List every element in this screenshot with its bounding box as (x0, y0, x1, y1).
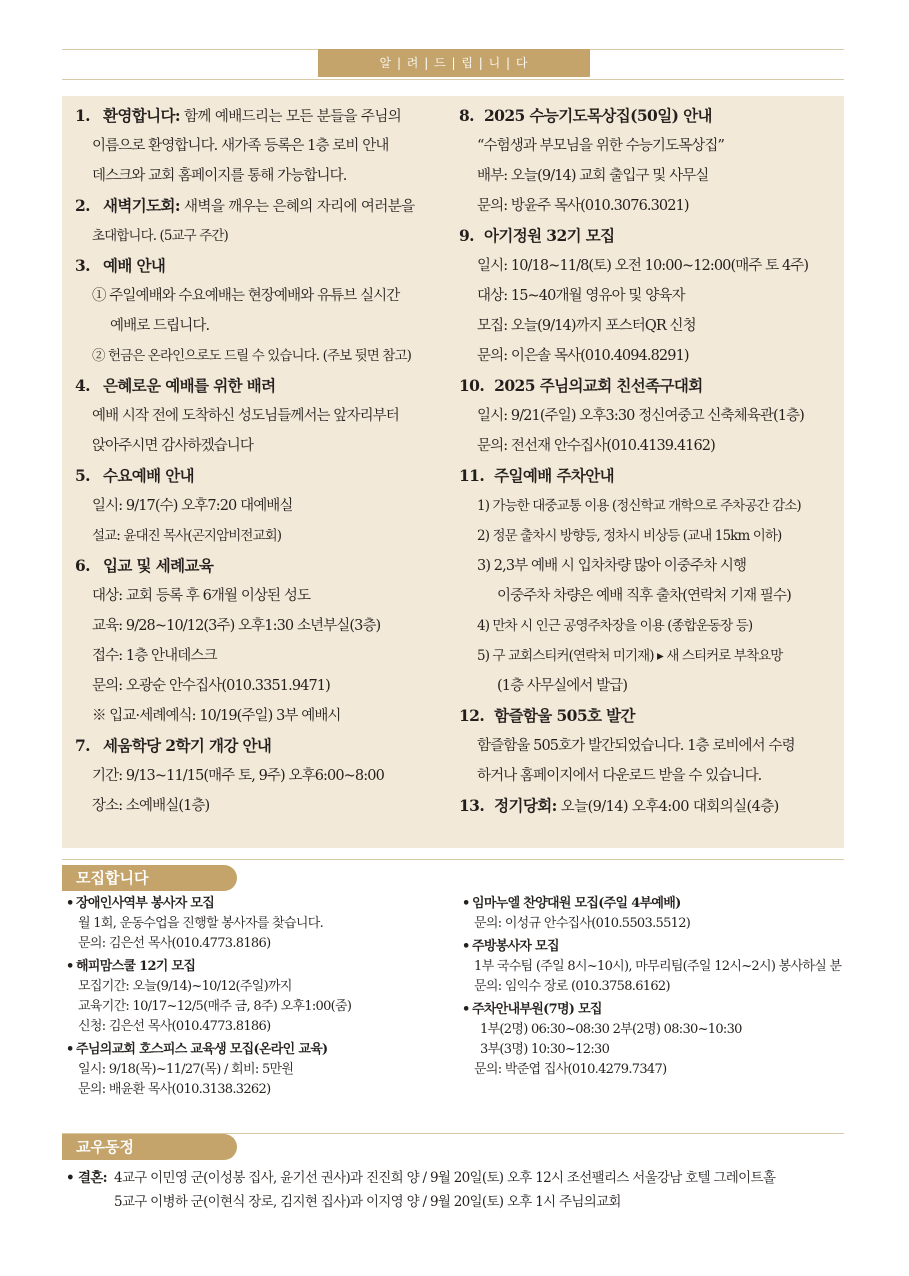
notice-item (455, 791, 844, 821)
notice-title (455, 101, 844, 131)
notice-item (62, 251, 457, 371)
bullet-icon: • (66, 959, 74, 974)
notice-line: “수험생과 부모님을 위한 수능기도목상집” (477, 138, 724, 154)
notice-item (62, 731, 457, 821)
recruit-heading-text: 주차안내부원(7명) 모집 (472, 1002, 602, 1017)
notice-heading: 수요예배 안내 (103, 466, 195, 485)
recruit-line: 월 1회, 운동수업을 진행할 봉사자를 찾습니다. (78, 916, 324, 931)
recruit-title (462, 1000, 742, 1020)
notice-line: 예배 시작 전에 도착하신 성도님들께서는 앞자리부터 (92, 408, 399, 424)
notice-line: ※ 입교·세례예식: 10/19(주일) 3부 예배시 (92, 708, 341, 724)
notice-heading-rest: 새벽을 깨우는 은혜의 자리에 여러분을 (180, 199, 415, 215)
recruit-line: 1부(2명) 06:30~08:30 2부(2명) 08:30~10:30 (480, 1022, 742, 1037)
recruit-title (66, 957, 351, 977)
recruit-title (462, 937, 841, 957)
notice-heading: 입교 및 세례교육 (103, 556, 214, 575)
notice-line: 교육: 9/28~10/12(3주) 오후1:30 소년부실(3층) (92, 618, 381, 634)
notice-item (62, 461, 457, 551)
notice-item (62, 371, 457, 461)
bullet-icon: • (462, 896, 470, 911)
notice-number: 10. (459, 376, 485, 395)
notice-item (455, 461, 844, 701)
header-rule (62, 79, 844, 80)
recruit-item (462, 894, 690, 934)
notice-number: 3. (75, 256, 90, 275)
recruit-title (66, 894, 323, 914)
notice-line: 배부: 오늘(9/14) 교회 출입구 및 사무실 (477, 168, 709, 184)
notice-title (62, 191, 457, 221)
notice-line: 문의: 전선재 안수집사(010.4139.4162) (477, 438, 715, 454)
notice-line: 3) 2,3부 예배 시 입차차량 많아 이중주차 시행 (477, 558, 747, 574)
notice-number: 5. (75, 466, 90, 485)
notice-title (62, 251, 457, 281)
notice-line: 초대합니다. (5교구 주간) (92, 228, 228, 244)
notice-number: 11. (459, 466, 485, 485)
notice-line: 기간: 9/13~11/15(매주 토, 9주) 오후6:00~8:00 (92, 768, 384, 784)
wedding-line: 4교구 이민영 군(이성봉 집사, 윤기선 권사)과 진진희 양 / 9월 20일(토) 오후 12시 조선팰리스 서울강남 호텔 그레이트홀 (114, 1170, 776, 1186)
notice-line: 일시: 10/18~11/8(토) 오전 10:00~12:00(매주 토 4주) (477, 258, 809, 274)
notice-heading: 은혜로운 예배를 위한 배려 (103, 376, 276, 395)
notice-item (62, 551, 457, 731)
notice-heading: 2025 수능기도목상집(50일) 안내 (483, 106, 712, 125)
notice-number: 4. (75, 376, 90, 395)
notice-title (62, 461, 457, 491)
recruit-line: 신청: 김은선 목사(010.4773.8186) (78, 1019, 271, 1034)
notice-number: 9. (459, 226, 474, 245)
notices-panel (62, 96, 844, 848)
recruit-line: 문의: 김은선 목사(010.4773.8186) (78, 936, 271, 951)
notice-title (62, 101, 457, 131)
notice-heading: 정기당회: (494, 796, 557, 815)
notice-item (62, 101, 457, 191)
notice-line: 함즐함울 505호가 발간되었습니다. 1층 로비에서 수령 (477, 738, 795, 754)
notice-number: 6. (75, 556, 90, 575)
wedding-row-2 (66, 1190, 775, 1214)
recruit-heading-text: 해피맘스쿨 12기 모집 (76, 959, 196, 974)
notice-heading-rest: 함께 예배드리는 모든 분들을 주님의 (180, 109, 402, 125)
recruit-heading: 모집합니다 (62, 865, 237, 891)
recruit-heading-text: 임마누엘 찬양대원 모집(주일 4부예배) (472, 896, 681, 911)
recruit-line: 3부(3명) 10:30~12:30 (480, 1042, 610, 1057)
notice-line: 일시: 9/21(주일) 오후3:30 정신여중고 신축체육관(1층) (477, 408, 804, 424)
notice-heading: 새벽기도회: (103, 196, 180, 215)
recruit-line: 교육기간: 10/17~12/5(매주 금, 8주) 오후1:00(줌) (78, 999, 352, 1014)
notice-line: 앉아주시면 감사하겠습니다 (92, 438, 253, 454)
recruit-rule (62, 859, 844, 860)
notice-line: 데스크와 교회 홈페이지를 통해 가능합니다. (92, 168, 347, 184)
notice-title (455, 371, 844, 401)
notice-line: 2) 정문 출차시 방향등, 정차시 비상등 (교내 15km 이하) (477, 528, 782, 544)
bullet-icon: • (462, 939, 470, 954)
notice-line: 문의: 오광순 안수집사(010.3351.9471) (92, 678, 330, 694)
notice-heading: 함즐함울 505호 발간 (494, 706, 635, 725)
bullet-icon: • (462, 1002, 470, 1017)
recruit-heading-text: 주님의교회 호스피스 교육생 모집(온라인 교육) (76, 1042, 328, 1057)
notice-line: 이중주차 차량은 예배 직후 출차(연락처 기재 필수) (497, 588, 791, 604)
notice-line: ① 주일예배와 수요예배는 현장예배와 유튜브 실시간 (92, 288, 400, 304)
notice-item (455, 221, 844, 371)
notice-line: 모집: 오늘(9/14)까지 포스터QR 신청 (477, 318, 696, 334)
notice-heading: 아기정원 32기 모집 (483, 226, 615, 245)
wedding-label: • 결혼: (66, 1170, 107, 1186)
recruit-line: 문의: 박준엽 집사(010.4279.7347) (474, 1062, 667, 1077)
notice-title (62, 731, 457, 761)
notice-title (455, 221, 844, 251)
notice-number: 7. (75, 736, 90, 755)
notice-line: 장소: 소예배실(1층) (92, 798, 210, 814)
recruit-item (462, 937, 841, 997)
recruit-line: 1부 국수팀 (주일 8시~10시), 마무리팀(주일 12시~2시) 봉사하실 분 (474, 959, 842, 974)
notice-number: 1. (75, 106, 90, 125)
notice-line: (1층 사무실에서 발급) (497, 678, 628, 694)
notice-heading-rest: 오늘(9/14) 오후4:00 대회의실(4층) (556, 799, 779, 815)
notice-line: 예배로 드립니다. (110, 318, 210, 334)
recruit-title (462, 894, 690, 914)
recruit-heading-text: 장애인사역부 봉사자 모집 (76, 896, 215, 911)
recruit-line: 문의: 이성규 안수집사(010.5503.5512) (474, 916, 691, 931)
notice-line: 문의: 방윤주 목사(010.3076.3021) (477, 198, 689, 214)
notice-item (455, 101, 844, 221)
recruit-line: 일시: 9/18(목)~11/27(목) / 회비: 5만원 (78, 1062, 294, 1077)
notice-line: 이름으로 환영합니다. 새가족 등록은 1층 로비 안내 (92, 138, 389, 154)
recruit-line: 문의: 배윤환 목사(010.3138.3262) (78, 1082, 271, 1097)
notice-heading: 세움학당 2학기 개강 안내 (103, 736, 272, 755)
notice-item (455, 701, 844, 791)
recruit-line: 모집기간: 오늘(9/14)~10/12(주일)까지 (78, 979, 292, 994)
notice-number: 8. (459, 106, 474, 125)
bullet-icon: • (66, 896, 74, 911)
notice-title (455, 461, 844, 491)
notice-line: 문의: 이은솔 목사(010.4094.8291) (477, 348, 689, 364)
notice-number: 2. (75, 196, 90, 215)
recruit-item (66, 1040, 328, 1100)
notice-heading: 주일예배 주차안내 (494, 466, 614, 485)
notice-line: 하거나 홈페이지에서 다운로드 받을 수 있습니다. (477, 768, 762, 784)
page-title: 알 | 려 | 드 | 립 | 니 | 다 (318, 49, 590, 77)
notice-line: ② 헌금은 온라인으로도 드릴 수 있습니다. (주보 뒷면 참고) (92, 348, 411, 364)
recruit-heading-text: 주방봉사자 모집 (472, 939, 559, 954)
wedding-row-1 (66, 1166, 775, 1190)
notice-number: 13. (459, 796, 485, 815)
recruit-line: 문의: 임익수 장로 (010.3758.6162) (474, 979, 670, 994)
notice-item (62, 191, 457, 251)
notice-line: 대상: 교회 등록 후 6개월 이상된 성도 (92, 588, 311, 604)
recruit-item (66, 894, 323, 954)
notice-line: 대상: 15~40개월 영유아 및 양육자 (477, 288, 685, 304)
notice-line: 5) 구 교회스티커(연락처 미기재) ▸ 새 스티커로 부착요망 (477, 648, 783, 664)
wedding-news (66, 1166, 775, 1214)
notice-heading: 예배 안내 (103, 256, 166, 275)
notice-title (455, 791, 844, 821)
notice-line: 4) 만차 시 인근 공영주차장을 이용 (종합운동장 등) (477, 618, 753, 634)
wedding-line: 5교구 이병하 군(이현식 장로, 김지현 집사)과 이지영 양 / 9월 20일(토) 오후 1시 주님의교회 (114, 1194, 621, 1210)
notice-title (455, 701, 844, 731)
notice-line: 접수: 1층 안내데스크 (92, 648, 217, 664)
notice-heading: 2025 주님의교회 친선족구대회 (494, 376, 703, 395)
notice-title (62, 551, 457, 581)
recruit-title (66, 1040, 328, 1060)
notice-line: 설교: 윤대진 목사(곤지암비전교회) (92, 528, 282, 544)
recruit-item (66, 957, 351, 1037)
notice-heading: 환영합니다: (103, 106, 180, 125)
notice-line: 일시: 9/17(수) 오후7:20 대예배실 (92, 498, 293, 514)
notice-number: 12. (459, 706, 485, 725)
notice-item (455, 371, 844, 461)
notice-line: 1) 가능한 대중교통 이용 (정신학교 개학으로 주차공간 감소) (477, 498, 801, 514)
notice-title (62, 371, 457, 401)
bullet-icon: • (66, 1042, 74, 1057)
recruit-item (462, 1000, 742, 1080)
members-heading: 교우동정 (62, 1134, 237, 1160)
